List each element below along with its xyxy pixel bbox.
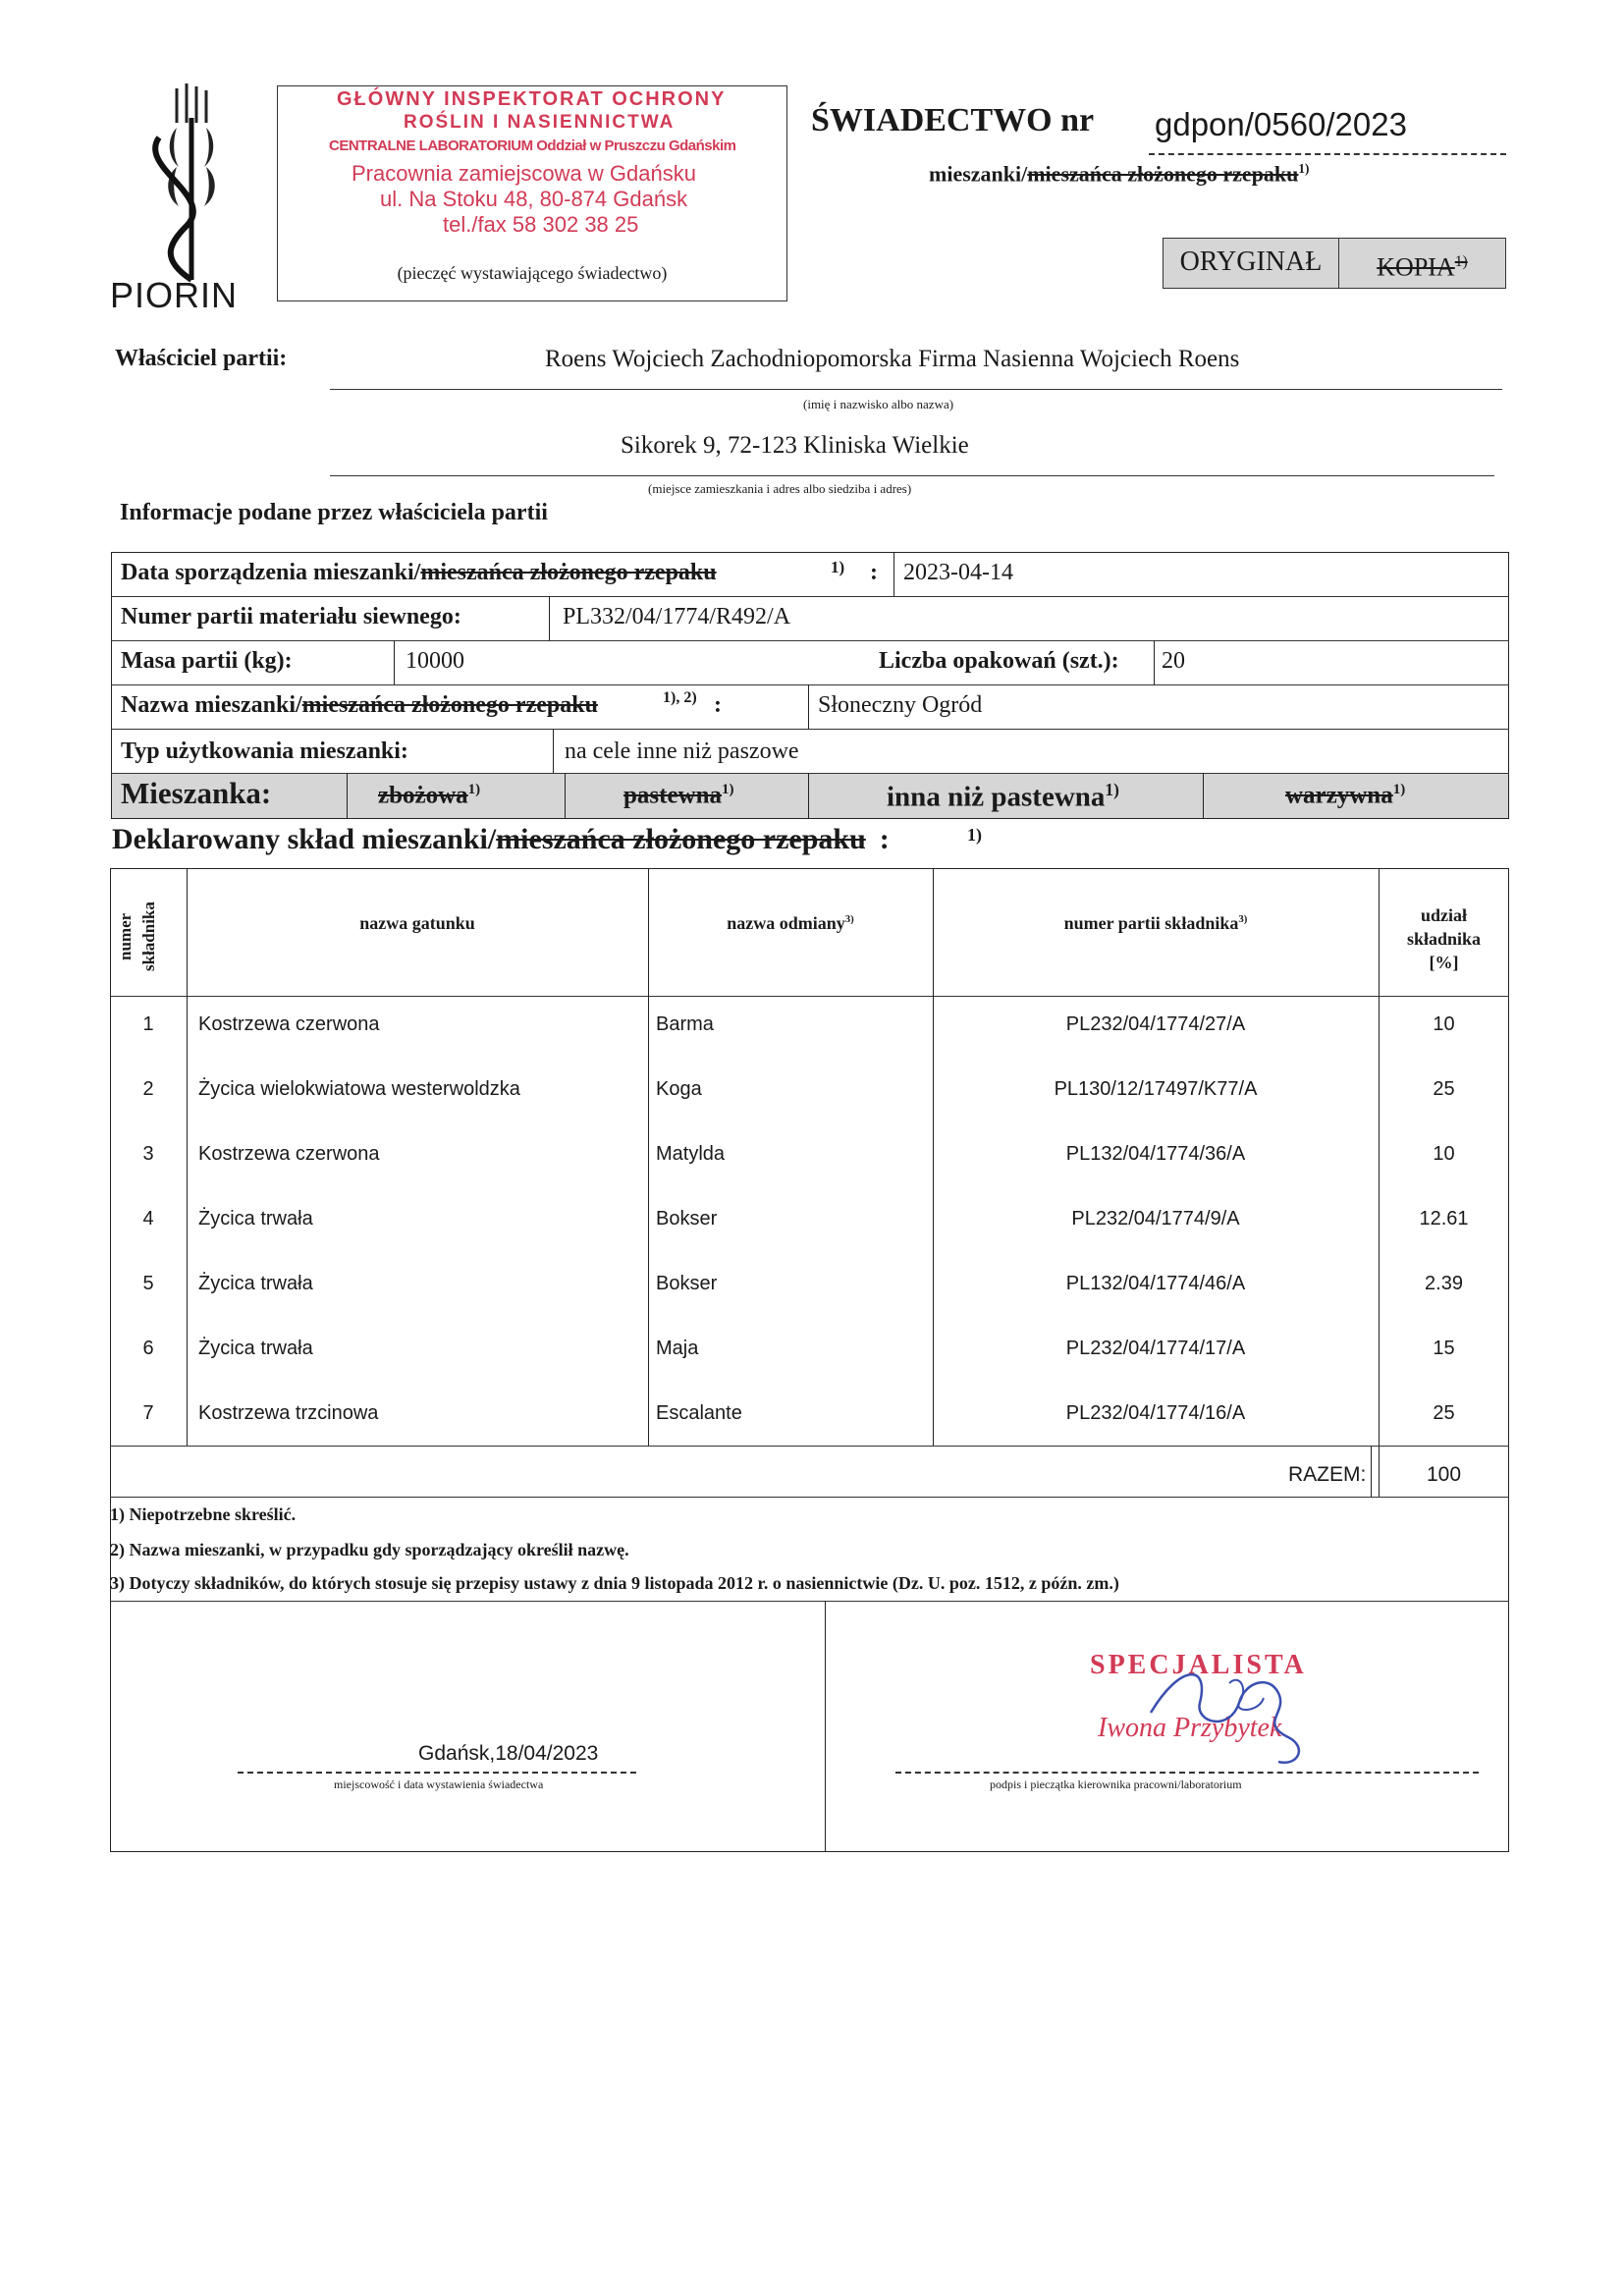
date-value-divider xyxy=(893,552,894,596)
total-label: RAZEM: xyxy=(1288,1463,1367,1486)
row-lot: PL232/04/1774/27/A xyxy=(1065,1013,1246,1035)
footnotes-bottom-line xyxy=(110,1601,1509,1602)
mix-option-fodder-note: 1) xyxy=(722,782,734,797)
piorin-logo-icon xyxy=(108,79,255,285)
row-number: 7 xyxy=(142,1402,154,1424)
stamp-line-6: tel./fax 58 302 38 25 xyxy=(443,212,639,237)
row-variety: Koga xyxy=(656,1078,702,1100)
handwritten-signature xyxy=(1141,1644,1318,1781)
piorin-logo xyxy=(108,79,255,324)
col-header-lot-note: 3) xyxy=(1238,913,1248,925)
date-note: 1) xyxy=(831,558,845,576)
subtitle-keep: mieszanki/ xyxy=(929,161,1028,187)
lot-value: PL332/04/1774/R492/A xyxy=(563,604,791,629)
owner-label: Właściciel partii: xyxy=(115,346,288,371)
row-number: 1 xyxy=(142,1013,154,1035)
row-number: 3 xyxy=(142,1143,154,1165)
footnote-2: 2) Nazwa mieszanki, w przypadku gdy sporządzający określił nazwę. xyxy=(110,1540,629,1559)
row-number: 5 xyxy=(142,1273,154,1294)
row-share: 15 xyxy=(1433,1338,1455,1359)
info-row-sep xyxy=(111,729,1509,730)
col-header-lot xyxy=(933,913,1379,934)
mix-option-vegetable-label: warzywna xyxy=(1285,782,1393,809)
col-header-share-line1: udział xyxy=(1420,905,1467,925)
subtitle-note: 1) xyxy=(1298,161,1310,176)
issuer-stamp-box xyxy=(277,85,787,301)
row-variety: Barma xyxy=(656,1013,714,1035)
footnote-3: 3) Dotyczy składników, do których stosuje się przepisy ustawy z dnia 9 listopada 2012 r. o nasiennictwie (Dz. U. poz. 1512, z późn. zm.) xyxy=(110,1573,1119,1593)
info-heading: Informacje podane przez właściciela partii xyxy=(120,500,548,525)
stamp-caption: (pieczęć wystawiającego świadectwo) xyxy=(397,263,668,283)
mix-type-divider xyxy=(1203,773,1204,819)
composition-heading-struck: mieszańca złożonego rzepaku xyxy=(496,823,866,855)
mix-option-vegetable xyxy=(1285,782,1405,809)
mix-type-divider xyxy=(347,773,348,819)
mass-divider xyxy=(394,640,395,684)
mix-name-value: Słoneczny Ogród xyxy=(818,692,983,718)
original-label: ORYGINAŁ xyxy=(1164,239,1339,288)
stamp-line-5: ul. Na Stoku 48, 80-874 Gdańsk xyxy=(380,187,688,211)
row-variety: Escalante xyxy=(656,1402,742,1424)
mix-option-fodder xyxy=(623,782,734,809)
date-value: 2023-04-14 xyxy=(903,560,1013,585)
specialist-stamp-name: Iwona Przybytek xyxy=(1098,1713,1282,1743)
mix-name-label xyxy=(121,692,598,719)
mix-name-divider xyxy=(808,684,809,729)
stamp-line-1: GŁÓWNY INSPEKTORAT OCHRONY xyxy=(337,88,727,110)
date-label-keep: Data sporządzenia mieszanki/ xyxy=(121,560,421,585)
mix-name-label-keep: Nazwa mieszanki/ xyxy=(121,692,302,718)
certificate-number: gdpon/0560/2023 xyxy=(1155,106,1407,142)
owner-name-line xyxy=(330,389,1502,390)
row-lot: PL130/12/17497/K77/A xyxy=(1054,1078,1258,1100)
packages-value: 20 xyxy=(1162,648,1185,674)
row-lot: PL132/04/1774/46/A xyxy=(1065,1273,1246,1294)
row-share: 12.61 xyxy=(1419,1208,1469,1230)
row-species: Kostrzewa czerwona xyxy=(198,1013,380,1035)
mix-option-nonfodder-note: 1) xyxy=(1105,780,1119,799)
original-copy-box xyxy=(1163,238,1506,289)
col-header-share-line2: składnika xyxy=(1406,929,1482,949)
certificate-subtitle xyxy=(929,161,1309,187)
signature-caption: podpis i pieczątka kierownika pracowni/laboratorium xyxy=(990,1777,1242,1791)
col-line xyxy=(187,868,188,1446)
info-row-sep xyxy=(111,640,1509,641)
specialist-stamp-title: SPECJALISTA xyxy=(1090,1650,1307,1680)
row-variety: Bokser xyxy=(656,1208,718,1230)
row-number: 4 xyxy=(142,1208,154,1230)
row-species: Życica wielokwiatowa westerwoldzka xyxy=(198,1078,520,1100)
place-date-caption: miejscowość i data wystawienia świadectwa xyxy=(334,1777,544,1791)
copy-text: KOPIA xyxy=(1377,252,1455,282)
owner-address: Sikorek 9, 72-123 Kliniska Wielkie xyxy=(621,432,969,459)
mix-option-nonfodder xyxy=(887,780,1119,814)
mass-label: Masa partii (kg): xyxy=(121,648,293,674)
mix-option-nonfodder-label: inna niż pastewna xyxy=(887,781,1106,813)
certificate-title: ŚWIADECTWO nr xyxy=(811,102,1095,138)
col-header-variety-text: nazwa odmiany xyxy=(727,913,845,933)
row-share: 25 xyxy=(1433,1078,1455,1100)
composition-heading-colon: : xyxy=(879,823,890,855)
col-header-variety-note: 3) xyxy=(844,913,854,925)
row-species: Kostrzewa trzcinowa xyxy=(198,1402,379,1424)
row-lot: PL232/04/1774/16/A xyxy=(1065,1402,1246,1424)
row-species: Życica trwała xyxy=(198,1208,313,1230)
mix-type-label: Mieszanka: xyxy=(121,776,272,810)
rows-bottom-line xyxy=(110,1446,1509,1447)
row-variety: Bokser xyxy=(656,1273,718,1294)
row-lot: PL132/04/1774/36/A xyxy=(1065,1143,1246,1165)
row-number: 6 xyxy=(142,1338,154,1359)
total-bottom-line xyxy=(110,1497,1509,1498)
mass-value: 10000 xyxy=(406,648,464,674)
mix-option-cereal-note: 1) xyxy=(467,782,481,797)
owner-name-caption: (imię i nazwisko albo nazwa) xyxy=(803,397,954,411)
owner-address-caption: (miejsce zamieszkania i adres albo siedziba i adres) xyxy=(648,481,912,496)
composition-heading xyxy=(112,823,890,856)
row-variety: Maja xyxy=(656,1338,699,1359)
subtitle-struck: mieszańca złożonego rzepaku xyxy=(1027,161,1299,187)
row-lot: PL232/04/1774/9/A xyxy=(1071,1208,1240,1230)
date-label xyxy=(121,560,717,586)
owner-name: Roens Wojciech Zachodniopomorska Firma Nasienna Wojciech Roens xyxy=(545,346,1240,372)
info-table xyxy=(111,552,1509,819)
number-underline xyxy=(1149,153,1506,155)
row-species: Życica trwała xyxy=(198,1338,313,1359)
composition-heading-note: 1) xyxy=(967,825,982,845)
packages-label: Liczba opakowań (szt.): xyxy=(879,648,1119,674)
col-header-variety xyxy=(648,913,933,934)
col-header-share xyxy=(1379,903,1509,974)
col-header-number: numer składnika xyxy=(116,902,158,972)
mix-option-vegetable-note: 1) xyxy=(1392,782,1406,797)
mix-option-fodder-label: pastewna xyxy=(623,782,723,809)
mix-name-colon: : xyxy=(714,692,722,718)
signature-line xyxy=(895,1772,1479,1774)
lot-label: Numer partii materiału siewnego: xyxy=(121,604,461,629)
composition-table xyxy=(110,868,1509,1852)
row-share: 10 xyxy=(1433,1143,1455,1165)
row-number: 2 xyxy=(142,1078,154,1100)
row-species: Kostrzewa czerwona xyxy=(198,1143,380,1165)
stamp-line-2: ROŚLIN I NASIENNICTWA xyxy=(404,112,676,133)
total-value: 100 xyxy=(1426,1463,1462,1486)
mix-option-cereal xyxy=(378,782,480,809)
place-date-line xyxy=(238,1772,636,1774)
col-header-share-line3: [%] xyxy=(1429,953,1459,972)
stamp-line-3: CENTRALNE LABORATORIUM Oddział w Pruszczu Gdańskim xyxy=(329,137,736,154)
col-header-species: nazwa gatunku xyxy=(359,913,475,933)
date-colon: : xyxy=(870,560,878,585)
mix-type-divider xyxy=(565,773,566,819)
mix-name-label-struck: mieszańca złożonego rzepaku xyxy=(301,692,598,718)
logo-text: PIORIN xyxy=(110,275,239,315)
copy-note: 1) xyxy=(1454,253,1468,270)
signature-divider xyxy=(825,1601,826,1852)
info-row-sep xyxy=(111,684,1509,685)
row-variety: Matylda xyxy=(656,1143,726,1165)
copy-label xyxy=(1339,239,1505,288)
place-date: Gdańsk,18/04/2023 xyxy=(418,1742,599,1765)
mix-type-divider xyxy=(808,773,809,819)
owner-address-line xyxy=(330,475,1494,476)
total-divider xyxy=(1371,1446,1372,1497)
lot-divider xyxy=(549,596,550,640)
info-row-sep xyxy=(111,596,1509,597)
footnote-1: 1) Niepotrzebne skreślić. xyxy=(110,1504,297,1524)
row-share: 2.39 xyxy=(1425,1273,1463,1294)
composition-heading-keep: Deklarowany skład mieszanki/ xyxy=(112,823,497,855)
row-share: 10 xyxy=(1433,1013,1455,1035)
row-share: 25 xyxy=(1433,1402,1455,1424)
packages-divider xyxy=(1154,640,1155,684)
mix-name-note: 1), 2) xyxy=(663,689,697,706)
header-sep xyxy=(110,996,1509,997)
row-species: Życica trwała xyxy=(198,1273,313,1294)
col-line xyxy=(648,868,649,1446)
stamp-line-4: Pracownia zamiejscowa w Gdańsku xyxy=(352,161,696,186)
col-header-lot-text: numer partii składnika xyxy=(1063,913,1239,933)
use-label: Typ użytkowania mieszanki: xyxy=(121,738,408,764)
mix-option-cereal-label: zbożowa xyxy=(378,782,468,809)
date-label-struck: mieszańca złożonego rzepaku xyxy=(420,560,717,585)
use-divider xyxy=(553,729,554,773)
use-value: na cele inne niż paszowe xyxy=(565,738,799,764)
row-lot: PL232/04/1774/17/A xyxy=(1065,1338,1246,1359)
